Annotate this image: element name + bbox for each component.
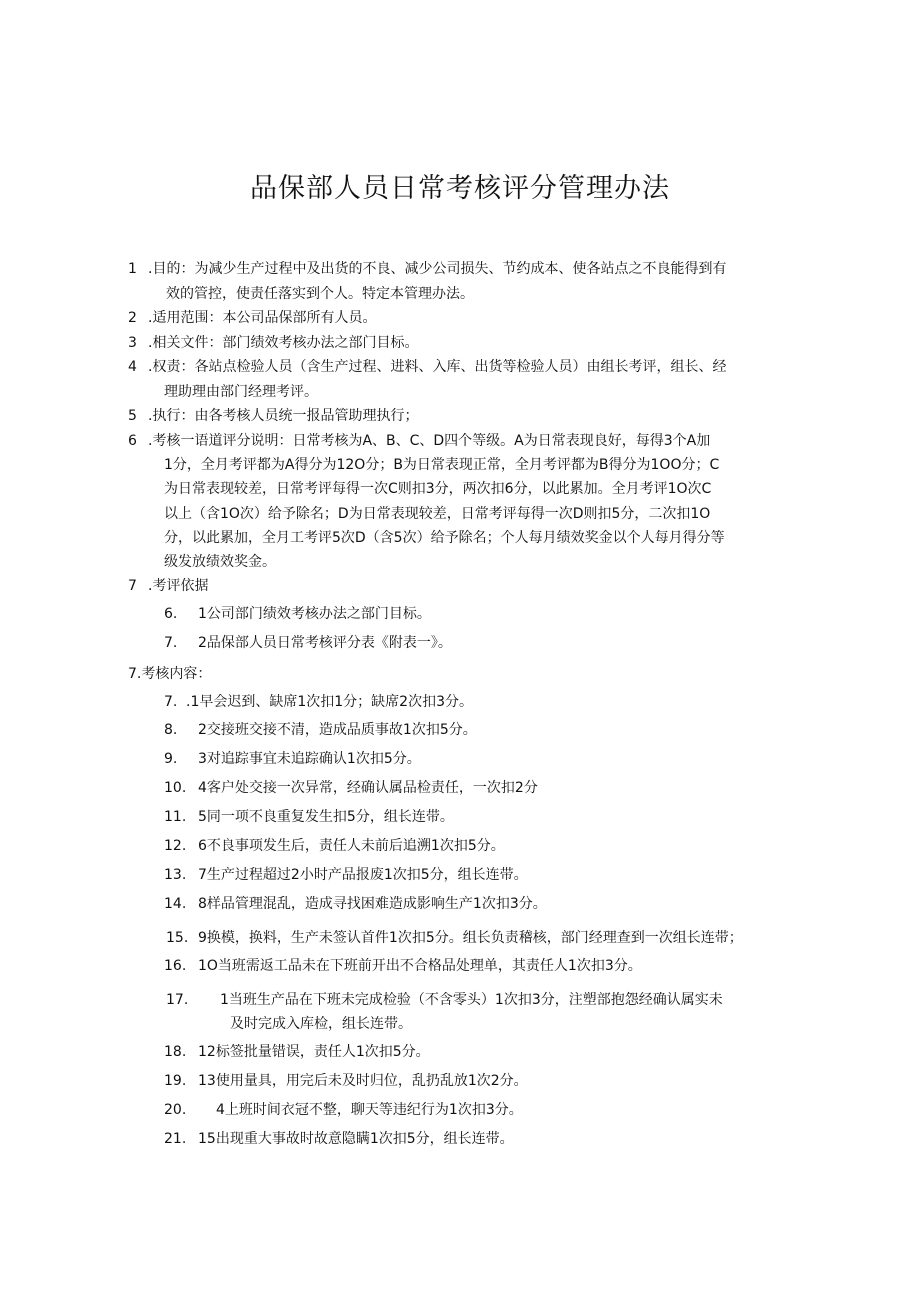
section-text: 1分，全月考评都为A得分为12O分；B为日常表现正常，全月考评都为B得分为1OO分；C <box>164 457 720 473</box>
content-text: 12标签批量错误，责任人1次扣5分。 <box>198 1044 430 1060</box>
content-text: 1O当班需返工品未在下班前开出不合格品处理单，其责任人1次扣3分。 <box>198 958 642 974</box>
content-number: 12. <box>164 838 187 854</box>
section-text: .考核一语道评分说明：日常考核为A、B、C、D四个等级。A为日常表现良好，每得3个A加 <box>148 433 711 449</box>
section-text: 理助理由部门经理考评。 <box>164 384 318 400</box>
basis-text: 1公司部门绩效考核办法之部门目标。 <box>198 606 431 622</box>
content-number: 8. <box>164 722 178 738</box>
section-number: 2 <box>128 310 137 326</box>
content-number: 20. <box>164 1102 187 1118</box>
content-number: 13. <box>164 867 187 883</box>
content-text: 4客户处交接一次异常，经确认属品检责任，一次扣2分 <box>198 780 538 796</box>
content-number: 19. <box>164 1073 187 1089</box>
section-number: 3 <box>128 335 137 351</box>
section-text: .相关文件：部门绩效考核办法之部门目标。 <box>148 335 419 351</box>
basis-number: 6. <box>164 606 178 622</box>
basis-text: 2品保部人员日常考核评分表《附表一》。 <box>198 635 452 651</box>
section-text: .适用范围：本公司品保部所有人员。 <box>148 310 377 326</box>
basis-number: 7. <box>164 635 178 651</box>
content-text: 13使用量具，用完后未及时归位，乱扔乱放1次2分。 <box>198 1073 528 1089</box>
section-number: 5 <box>128 408 137 424</box>
section-text: 级发放绩效奖金。 <box>164 554 276 570</box>
content-number: 21. <box>164 1131 187 1147</box>
section-text: .权责：各站点检验人员（含生产过程、进料、入库、出货等检验人员）由组长考评，组长、经 <box>148 359 727 375</box>
content-text: 3对追踪事宜未追踪确认1次扣5分。 <box>198 751 421 767</box>
content-text: 15出现重大事故时故意隐瞒1次扣5分，组长连带。 <box>198 1131 514 1147</box>
section-text: 分，以此累加，全月工考评5次D（含5次）给予除名；个人每月绩效奖金以个人每月得分等 <box>164 530 725 546</box>
content-text: .1早会迟到、缺席1次扣1分；缺席2次扣3分。 <box>186 694 473 710</box>
content-text: 1当班生产品在下班未完成检验（不含零头）1次扣3分，注塑部抱怨经确认属实未 <box>220 992 723 1008</box>
content-heading: 7.考核内容： <box>128 666 212 682</box>
content-number: 16. <box>164 958 187 974</box>
section-text: .考评依据 <box>148 578 209 594</box>
content-number: 10. <box>164 780 187 796</box>
section-text: 为日常表现较差，日常考评每得一次C则扣3分，两次扣6分，以此累加。全月考评1O次C <box>164 481 712 497</box>
content-text: 7生产过程超过2小时产品报废1次扣5分，组长连带。 <box>198 867 528 883</box>
content-text: 6不良事项发生后，责任人未前后追溯1次扣5分。 <box>198 838 505 854</box>
content-text: 8样品管理混乱，造成寻找困难造成影响生产1次扣3分。 <box>198 896 547 912</box>
content-number: 18. <box>164 1044 187 1060</box>
content-number: 17. <box>166 992 189 1008</box>
section-text: 效的管控，使责任落实到个人。特定本管理办法。 <box>166 286 474 302</box>
content-text: 及时完成入库检，组长连带。 <box>230 1016 412 1032</box>
content-number: 7. <box>164 694 178 710</box>
section-text: .执行：由各考核人员统一报品管助理执行； <box>148 408 419 424</box>
section-number: 1 <box>128 261 137 277</box>
section-number: 7 <box>128 578 137 594</box>
section-text: .目的：为减少生产过程中及出货的不良、减少公司损失、节约成本、使各站点之不良能得到有 <box>148 261 727 277</box>
content-text: 5同一项不良重复发生扣5分，组长连带。 <box>198 809 454 825</box>
content-text: 9换模，换料，生产未签认首件1次扣5分。组长负责稽核，部门经理查到一次组长连带； <box>198 930 743 946</box>
page-title: 品保部人员日常考核评分管理办法 <box>250 173 670 204</box>
content-number: 14. <box>164 896 187 912</box>
content-number: 11. <box>164 809 187 825</box>
content-number: 15. <box>166 930 189 946</box>
section-text: 以上（含1O次）给予除名；D为日常表现较差，日常考评每得一次D则扣5分，二次扣1O <box>164 506 711 522</box>
section-number: 4 <box>128 359 137 375</box>
section-number: 6 <box>128 433 137 449</box>
content-number: 9. <box>164 751 178 767</box>
content-text: 2交接班交接不清，造成品质事故1次扣5分。 <box>198 722 477 738</box>
content-text: 4上班时间衣冠不整，聊天等违纪行为1次扣3分。 <box>216 1102 523 1118</box>
